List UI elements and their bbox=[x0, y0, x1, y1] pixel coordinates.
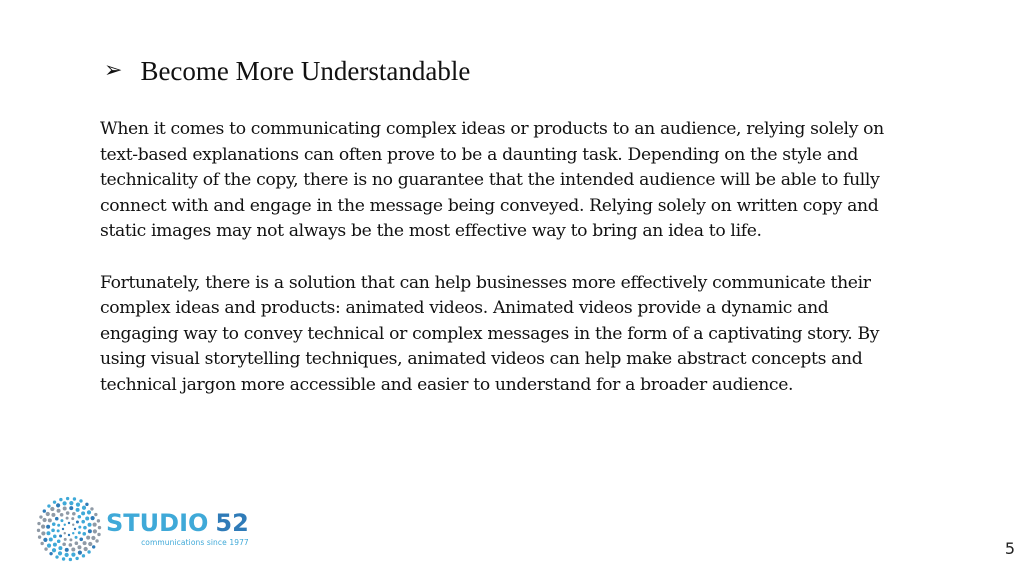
logo-dot bbox=[52, 522, 56, 526]
logo-dot bbox=[55, 517, 59, 521]
logo-dot bbox=[88, 523, 92, 527]
logo-dot bbox=[72, 532, 74, 534]
logo-dot bbox=[66, 517, 69, 520]
logo-dot bbox=[68, 522, 70, 524]
logo-dot bbox=[41, 525, 45, 529]
logo-dot bbox=[64, 538, 67, 541]
logo-dot bbox=[62, 501, 66, 505]
body-text bbox=[100, 117, 905, 424]
logo-dot bbox=[82, 506, 86, 510]
logo-dot bbox=[71, 517, 74, 520]
paragraph-1: When it comes to communicating complex ideas or products to an audience, relying solely on text-based explanations can often prove to be a daunting task. Depending on the style and technicality of the copy, there is no guarantee that the intended audience will be able to fully connect with and engage in the message being conveyed. Relying solely on written copy and static images may not always be the most effective way to bring an idea to life. bbox=[100, 119, 884, 242]
logo-dot bbox=[79, 499, 82, 502]
logo-dot bbox=[52, 548, 56, 552]
logo-dot bbox=[84, 547, 88, 551]
logo-dot bbox=[97, 533, 100, 536]
logo-dot bbox=[75, 541, 79, 545]
logo-dot bbox=[58, 551, 62, 555]
logo-dot bbox=[68, 534, 70, 536]
logo-dot bbox=[76, 508, 80, 512]
logo-dot bbox=[72, 512, 76, 516]
logo-dot bbox=[83, 526, 87, 530]
logo-dot bbox=[85, 503, 88, 506]
logo-dot bbox=[97, 519, 100, 522]
logo-dot bbox=[53, 543, 57, 547]
logo-dot bbox=[62, 542, 66, 546]
logo-dot bbox=[55, 555, 58, 558]
logo-dot bbox=[71, 548, 75, 552]
logo-dot bbox=[75, 557, 78, 560]
logo-dot bbox=[43, 509, 46, 512]
logo-wordmark bbox=[106, 511, 249, 535]
logo-dot bbox=[79, 538, 83, 542]
logo-dot bbox=[85, 517, 89, 521]
logo-dot bbox=[51, 513, 55, 517]
logo-dot bbox=[78, 515, 82, 519]
logo-dot bbox=[98, 526, 101, 529]
page-number: 5 bbox=[1004, 539, 1015, 558]
logo-dot bbox=[53, 535, 57, 539]
logo-dot bbox=[82, 532, 86, 536]
logo-dot bbox=[87, 510, 91, 514]
logo-text bbox=[106, 511, 249, 547]
logo-dot bbox=[69, 558, 72, 561]
logo-dot bbox=[76, 503, 80, 507]
logo-dot bbox=[53, 500, 56, 503]
logo-dot bbox=[50, 507, 54, 511]
logo-dot bbox=[43, 538, 47, 542]
logo-dot bbox=[86, 536, 90, 540]
logo-dot bbox=[74, 528, 76, 530]
logo-dot bbox=[94, 513, 97, 516]
logo-dot bbox=[93, 522, 97, 526]
logo-dot bbox=[69, 543, 73, 547]
logo-dot bbox=[44, 547, 47, 550]
logo-dot bbox=[81, 520, 85, 524]
logo-dot bbox=[47, 504, 50, 507]
logo-dot bbox=[37, 529, 40, 532]
logo-dot bbox=[69, 501, 73, 505]
logo-dot bbox=[64, 524, 66, 526]
logo-dot bbox=[49, 537, 53, 541]
paragraph-2: Fortunately, there is a solution that can help businesses more effectively communicate their complex ideas and products: animated videos. Animated videos provide a dynamic and engaging way to convey technical or complex messages in the form of a captivating story. By using visual storytelling techniques, animated videos can help make abstract concepts and technical jargon more accessible and easier to understand for a broader audience. bbox=[100, 272, 880, 395]
heading-text: Become More Understandable bbox=[140, 56, 471, 86]
logo-dot bbox=[81, 511, 85, 515]
logo-dot bbox=[43, 518, 47, 522]
logo-dot bbox=[82, 554, 85, 557]
logo-dot bbox=[91, 536, 95, 540]
logo-dot bbox=[69, 506, 73, 510]
logo-dot bbox=[63, 506, 67, 510]
logo-dot bbox=[73, 497, 76, 500]
logo-word-studio: STUDIO bbox=[106, 509, 209, 537]
logo-dot bbox=[37, 522, 40, 525]
logo-dot bbox=[91, 516, 95, 520]
logo-dot bbox=[48, 518, 52, 522]
logo-dot bbox=[78, 526, 81, 529]
logo-dot bbox=[72, 524, 74, 526]
logo-dot bbox=[62, 557, 65, 560]
logo-dot bbox=[93, 529, 97, 533]
logo-dot bbox=[88, 529, 92, 533]
arrowhead-bullet-icon: ➢ bbox=[104, 57, 123, 83]
logo-dot bbox=[92, 545, 95, 548]
logo-dot bbox=[57, 539, 61, 543]
logo-dot bbox=[59, 498, 62, 501]
logo-dot bbox=[78, 531, 81, 534]
logo-dot bbox=[78, 551, 82, 555]
logo-dot bbox=[46, 512, 50, 516]
logo-dot bbox=[90, 507, 93, 510]
slide-heading bbox=[104, 56, 470, 87]
logo-dot bbox=[69, 538, 72, 541]
studio52-logo bbox=[36, 496, 249, 562]
logo-dot bbox=[62, 528, 64, 530]
logo-dot bbox=[87, 550, 90, 553]
logo-word-52: 52 bbox=[215, 509, 249, 537]
logo-dot bbox=[46, 531, 50, 535]
logo-dot bbox=[65, 553, 69, 557]
logo-dot bbox=[83, 541, 87, 545]
logo-dot bbox=[57, 509, 61, 513]
logo-dot bbox=[39, 515, 42, 518]
logo-dot bbox=[88, 542, 92, 546]
logo-dot bbox=[64, 532, 66, 534]
logo-dot bbox=[41, 531, 45, 535]
logo-tagline: communications since 1977 bbox=[141, 538, 249, 547]
logo-dot bbox=[66, 511, 70, 515]
logo-dot bbox=[51, 529, 55, 533]
dotted-sphere-logo-icon bbox=[36, 496, 102, 562]
logo-dot bbox=[95, 539, 98, 542]
logo-dot bbox=[60, 519, 63, 522]
logo-dot bbox=[65, 548, 69, 552]
logo-dot bbox=[66, 497, 69, 500]
logo-dot bbox=[57, 529, 60, 532]
logo-dot bbox=[38, 535, 41, 538]
logo-dot bbox=[58, 546, 62, 550]
logo-dot bbox=[46, 525, 50, 529]
logo-dot bbox=[77, 545, 81, 549]
logo-dot bbox=[59, 535, 62, 538]
logo-dot bbox=[40, 542, 43, 545]
logo-dot bbox=[71, 553, 75, 557]
logo-dot bbox=[47, 544, 51, 548]
logo-dot bbox=[57, 524, 60, 527]
logo-dot bbox=[60, 513, 64, 517]
logo-dot bbox=[49, 552, 52, 555]
logo-dot bbox=[56, 503, 60, 507]
logo-dot bbox=[75, 536, 78, 539]
logo-dot bbox=[76, 520, 79, 523]
